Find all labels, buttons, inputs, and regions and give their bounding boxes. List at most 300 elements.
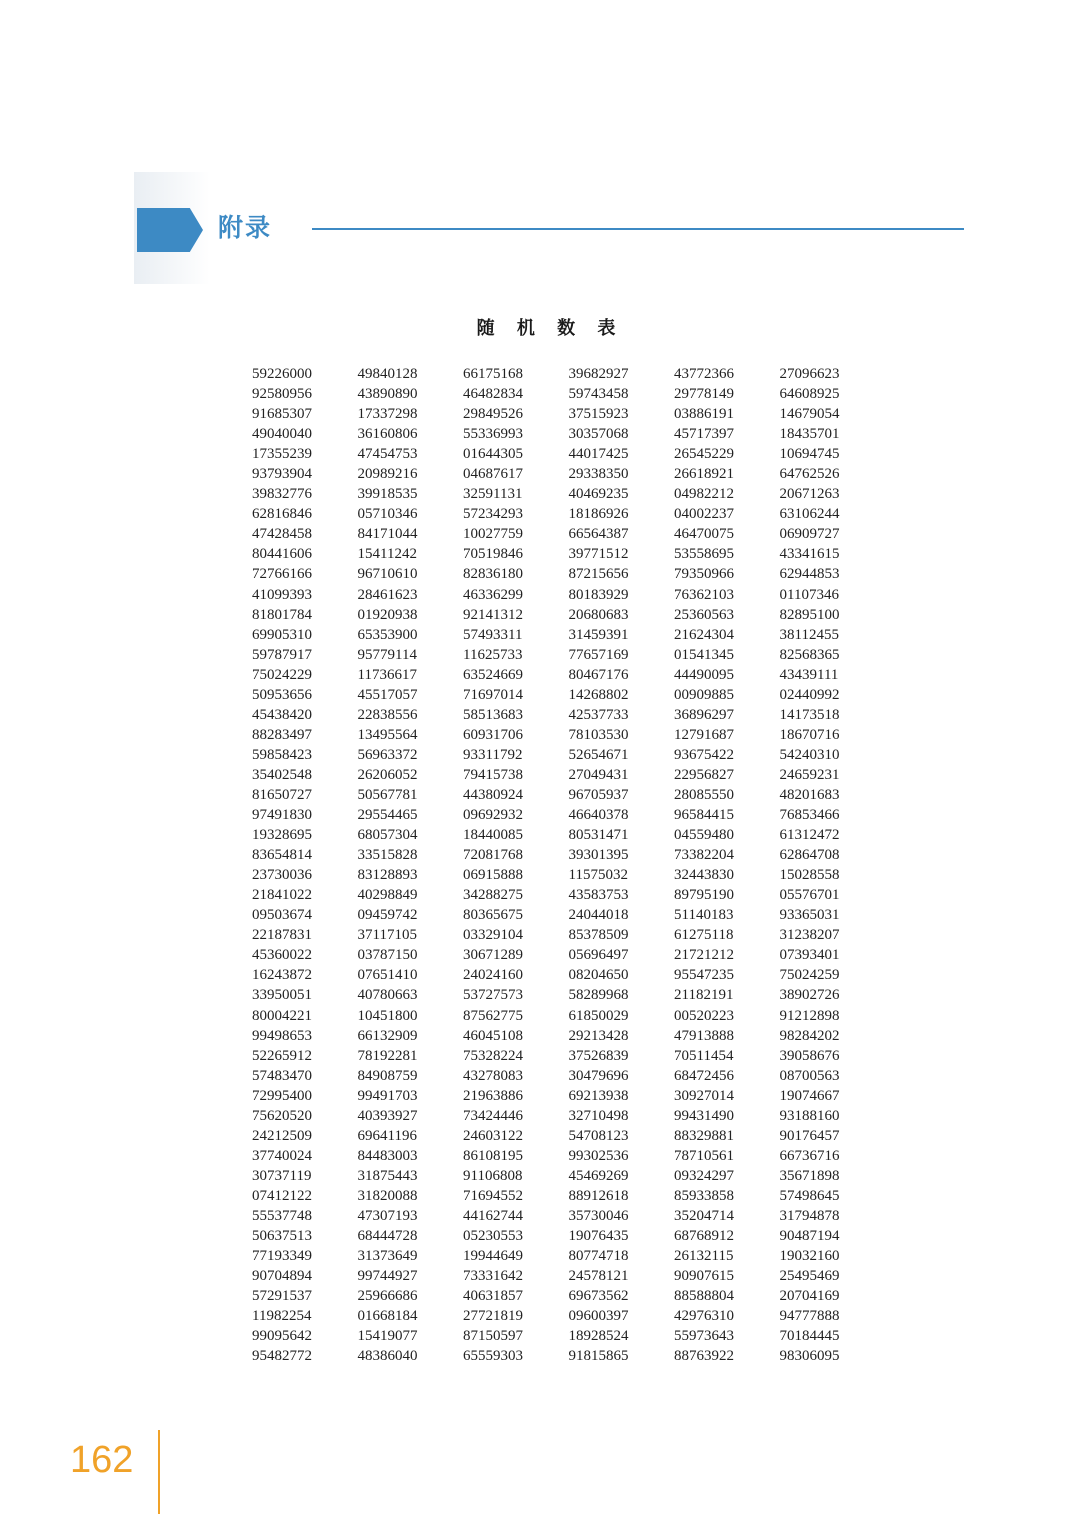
table-cell: 72081768: [463, 847, 523, 864]
table-cell: 40298849: [357, 887, 418, 904]
table-cell: 43341615: [779, 546, 840, 563]
table-cell: 93311792: [463, 746, 523, 763]
table-cell: 64762526: [779, 466, 840, 483]
table-cell: 21841022: [252, 887, 312, 904]
table-cell: 75620520: [252, 1107, 312, 1124]
table-cell: 58513683: [463, 706, 523, 723]
table-cell: 40393927: [357, 1107, 418, 1124]
table-cell: 90907615: [674, 1268, 734, 1285]
table-cell: 98284202: [779, 1027, 840, 1044]
table-cell: 40469235: [568, 486, 629, 503]
table-cell: 78103530: [568, 726, 629, 743]
table-row: [240, 585, 873, 605]
section-arrow-icon: [137, 208, 203, 252]
table-cell: 43278083: [463, 1067, 523, 1084]
table-cell: 39301395: [568, 847, 629, 864]
table-cell: 31238207: [779, 927, 840, 944]
table-cell: 75024229: [252, 666, 312, 683]
table-cell: 80774718: [568, 1248, 629, 1265]
table-cell: 01541345: [674, 646, 734, 663]
table-cell: 55973643: [674, 1328, 734, 1345]
table-cell: 36896297: [674, 706, 734, 723]
table-cell: 70184445: [779, 1328, 840, 1345]
table-row: [240, 885, 873, 905]
table-cell: 59743458: [568, 386, 629, 403]
table-cell: 01668184: [357, 1308, 418, 1325]
table-row: [240, 1286, 873, 1306]
table-cell: 37117105: [357, 927, 417, 944]
table-cell: 88329881: [674, 1127, 734, 1144]
table-cell: 61312472: [779, 827, 840, 844]
table-cell: 88763922: [674, 1348, 734, 1365]
table-row: [240, 444, 873, 464]
table-cell: 91815865: [568, 1348, 629, 1365]
table-cell: 81650727: [252, 786, 312, 803]
table-cell: 57291537: [252, 1288, 312, 1305]
table-cell: 96710610: [357, 566, 418, 583]
table-cell: 99431490: [674, 1107, 734, 1124]
table-row: [240, 1266, 873, 1286]
table-cell: 80441606: [252, 546, 312, 563]
table-cell: 16243872: [252, 967, 312, 984]
table-cell: 05230553: [463, 1228, 523, 1245]
table-row: [240, 1146, 873, 1166]
table-cell: 11982254: [252, 1308, 312, 1325]
table-cell: 11575032: [568, 867, 628, 884]
table-cell: 62864708: [779, 847, 840, 864]
table-cell: 61275118: [674, 927, 734, 944]
table-cell: 52654671: [568, 746, 629, 763]
table-cell: 82568365: [779, 646, 840, 663]
table-cell: 05710346: [357, 506, 418, 523]
table-cell: 22187831: [252, 927, 312, 944]
table-cell: 95547235: [674, 967, 734, 984]
table-cell: 30671289: [463, 947, 523, 964]
table-cell: 79350966: [674, 566, 734, 583]
table-cell: 00520223: [674, 1007, 734, 1024]
table-cell: 55336993: [463, 426, 523, 443]
table-row: [240, 745, 873, 765]
table-row: [240, 524, 873, 544]
table-cell: 57493311: [463, 626, 523, 643]
table-cell: 84483003: [357, 1147, 418, 1164]
table-cell: 49840128: [357, 366, 418, 382]
table-cell: 26545229: [674, 446, 734, 463]
table-cell: 93675422: [674, 746, 734, 763]
table-cell: 76853466: [779, 807, 840, 824]
table-cell: 92141312: [463, 606, 523, 623]
table-row: [240, 985, 873, 1005]
table-cell: 10027759: [463, 526, 523, 543]
table-cell: 71694552: [463, 1187, 523, 1204]
table-cell: 29213428: [568, 1027, 629, 1044]
table-row: [240, 1026, 873, 1046]
table-cell: 29338350: [568, 466, 629, 483]
table-cell: 99491703: [357, 1087, 418, 1104]
table-cell: 24044018: [568, 907, 629, 924]
table-cell: 78710561: [674, 1147, 734, 1164]
table-row: [240, 1206, 873, 1226]
table-cell: 01644305: [463, 446, 523, 463]
table-row: [240, 1186, 873, 1206]
table-cell: 66736716: [779, 1147, 840, 1164]
table-cell: 83128893: [357, 867, 418, 884]
table-cell: 76362103: [674, 586, 734, 603]
table-cell: 14173518: [779, 706, 840, 723]
table-cell: 56963372: [357, 746, 418, 763]
table-cell: 10451800: [357, 1007, 418, 1024]
table-row: [240, 424, 873, 444]
table-cell: 24212509: [252, 1127, 312, 1144]
table-cell: 47307193: [357, 1207, 418, 1224]
table-cell: 43890890: [357, 386, 418, 403]
table-cell: 58289968: [568, 987, 629, 1004]
table-row: [240, 605, 873, 625]
table-cell: 43439111: [779, 666, 839, 683]
table-row: [240, 1066, 873, 1086]
table-cell: 03787150: [357, 947, 418, 964]
table-cell: 31794878: [779, 1207, 840, 1224]
table-cell: 69905310: [252, 626, 312, 643]
table-cell: 68444728: [357, 1228, 418, 1245]
table-cell: 37526839: [568, 1047, 629, 1064]
table-cell: 32710498: [568, 1107, 629, 1124]
table-cell: 20680683: [568, 606, 629, 623]
table-cell: 19076435: [568, 1228, 629, 1245]
table-cell: 06915888: [463, 867, 523, 884]
table-cell: 53558695: [674, 546, 734, 563]
table-cell: 72766166: [252, 566, 312, 583]
table-row: [240, 564, 873, 584]
table-cell: 18440085: [463, 827, 523, 844]
table-cell: 21624304: [674, 626, 734, 643]
table-row: [240, 845, 873, 865]
table-cell: 77193349: [252, 1248, 312, 1265]
table-cell: 80531471: [568, 827, 629, 844]
table-cell: 72995400: [252, 1087, 312, 1104]
table-cell: 31373649: [357, 1248, 418, 1265]
table-cell: 05576701: [779, 887, 840, 904]
table-row: [240, 404, 873, 424]
table-cell: 30737119: [252, 1167, 312, 1184]
table-cell: 45438420: [252, 706, 312, 723]
page-number: 162: [70, 1439, 134, 1481]
table-cell: 02440992: [779, 686, 840, 703]
table-cell: 42537733: [568, 706, 629, 723]
table-cell: 65353900: [357, 626, 418, 643]
table-cell: 00909885: [674, 686, 734, 703]
table-cell: 07651410: [357, 967, 418, 984]
table-cell: 69673562: [568, 1288, 629, 1305]
table-row: [240, 484, 873, 504]
table-cell: 36160806: [357, 426, 418, 443]
table-cell: 03886191: [674, 406, 734, 423]
table-cell: 60931706: [463, 726, 523, 743]
table-cell: 45469269: [568, 1167, 629, 1184]
table-cell: 81801784: [252, 606, 312, 623]
table-cell: 75328224: [463, 1047, 523, 1064]
table-cell: 01107346: [779, 586, 839, 603]
table-row: [240, 1006, 873, 1026]
table-row: [240, 1306, 873, 1326]
table-cell: 80467176: [568, 666, 629, 683]
table-cell: 87150597: [463, 1328, 523, 1345]
table-cell: 23730036: [252, 867, 312, 884]
table-cell: 68472456: [674, 1067, 734, 1084]
table-cell: 49040040: [252, 426, 312, 443]
table-cell: 08700563: [779, 1067, 840, 1084]
table-cell: 45717397: [674, 426, 734, 443]
table-cell: 59787917: [252, 646, 312, 663]
table-cell: 25966686: [357, 1288, 418, 1305]
table-row: [240, 544, 873, 564]
table-cell: 31820088: [357, 1187, 418, 1204]
table-cell: 86108195: [463, 1147, 523, 1164]
table-cell: 09459742: [357, 907, 418, 924]
table-cell: 11625733: [463, 646, 523, 663]
table-cell: 35402548: [252, 766, 312, 783]
table-cell: 59858423: [252, 746, 312, 763]
table-cell: 90704894: [252, 1268, 312, 1285]
table-cell: 15028558: [779, 867, 840, 884]
table-cell: 66564387: [568, 526, 629, 543]
table-cell: 14679054: [779, 406, 840, 423]
table-cell: 57483470: [252, 1067, 312, 1084]
table-cell: 30357068: [568, 426, 629, 443]
table-row: [240, 625, 873, 645]
table-cell: 45360022: [252, 947, 312, 964]
table-cell: 46640378: [568, 807, 629, 824]
table-cell: 31459391: [568, 626, 629, 643]
table-cell: 63524669: [463, 666, 523, 683]
table-cell: 83654814: [252, 847, 312, 864]
table-cell: 27721819: [463, 1308, 523, 1325]
table-cell: 88588804: [674, 1288, 734, 1305]
table-row: [240, 1046, 873, 1066]
table-cell: 95482772: [252, 1348, 312, 1365]
table-row: [240, 865, 873, 885]
table-cell: 68768912: [674, 1228, 734, 1245]
table-cell: 54240310: [779, 746, 840, 763]
table-row: [240, 1346, 873, 1366]
table-cell: 79415738: [463, 766, 523, 783]
table-cell: 34288275: [463, 887, 523, 904]
table-cell: 66132909: [357, 1027, 418, 1044]
table-cell: 09503674: [252, 907, 312, 924]
section-title: 附录: [218, 213, 273, 242]
table-cell: 93793904: [252, 466, 312, 483]
table-cell: 14268802: [568, 686, 629, 703]
table-cell: 99095642: [252, 1328, 312, 1345]
table-cell: 06909727: [779, 526, 840, 543]
table-cell: 21963886: [463, 1087, 523, 1104]
table-cell: 51140183: [674, 907, 734, 924]
table-row: [240, 965, 873, 985]
table-cell: 43583753: [568, 887, 629, 904]
table-cell: 94777888: [779, 1308, 840, 1325]
table-row: [240, 705, 873, 725]
table-cell: 75024259: [779, 967, 840, 984]
table-row: [240, 765, 873, 785]
table-cell: 27096623: [779, 366, 840, 382]
table-cell: 80365675: [463, 907, 523, 924]
table-row: [240, 905, 873, 925]
table-cell: 82836180: [463, 566, 523, 583]
table-cell: 26132115: [674, 1248, 734, 1265]
table-cell: 24578121: [568, 1268, 629, 1285]
table-cell: 46470075: [674, 526, 734, 543]
table-cell: 20989216: [357, 466, 418, 483]
table-cell: 45517057: [357, 686, 418, 703]
table-cell: 73382204: [674, 847, 734, 864]
table-cell: 71697014: [463, 686, 523, 703]
table-cell: 29554465: [357, 807, 418, 824]
table-cell: 50637513: [252, 1228, 312, 1245]
table-cell: 29778149: [674, 386, 734, 403]
table-cell: 20671263: [779, 486, 840, 503]
table-cell: 30479696: [568, 1067, 629, 1084]
table-cell: 32591131: [463, 486, 523, 503]
table-cell: 40780663: [357, 987, 418, 1004]
table-cell: 99498653: [252, 1027, 312, 1044]
table-cell: 37740024: [252, 1147, 312, 1164]
table-cell: 91685307: [252, 406, 312, 423]
table-cell: 13495564: [357, 726, 418, 743]
table-cell: 01920938: [357, 606, 418, 623]
table-cell: 38902726: [779, 987, 840, 1004]
header-divider: [312, 228, 964, 230]
table-cell: 35671898: [779, 1167, 840, 1184]
table-cell: 62816846: [252, 506, 312, 523]
table-title: 随 机 数 表: [476, 318, 624, 339]
table-cell: 47428458: [252, 526, 312, 543]
table-cell: 24659231: [779, 766, 840, 783]
table-cell: 64608925: [779, 386, 840, 403]
table-cell: 48201683: [779, 786, 840, 803]
table-cell: 99744927: [357, 1268, 418, 1285]
table-cell: 19944649: [463, 1248, 523, 1265]
table-cell: 25360563: [674, 606, 734, 623]
table-cell: 07393401: [779, 947, 840, 964]
table-cell: 04982212: [674, 486, 734, 503]
table-row: [240, 805, 873, 825]
table-cell: 21721212: [674, 947, 734, 964]
table-row: [240, 825, 873, 845]
table-cell: 04687617: [463, 466, 523, 483]
table-row: [240, 504, 873, 524]
table-cell: 17337298: [357, 406, 418, 423]
table-cell: 27049431: [568, 766, 629, 783]
table-cell: 21182191: [674, 987, 734, 1004]
table-cell: 18928524: [568, 1328, 629, 1345]
table-cell: 15419077: [357, 1328, 418, 1345]
table-cell: 54708123: [568, 1127, 629, 1144]
page-number-divider: [158, 1430, 160, 1514]
table-cell: 15411242: [357, 546, 417, 563]
table-cell: 39058676: [779, 1047, 840, 1064]
table-cell: 19032160: [779, 1248, 840, 1265]
table-cell: 39771512: [568, 546, 629, 563]
table-cell: 57498645: [779, 1187, 840, 1204]
table-cell: 88912618: [568, 1187, 629, 1204]
table-cell: 09600397: [568, 1308, 629, 1325]
table-cell: 08204650: [568, 967, 629, 984]
table-cell: 91212898: [779, 1007, 840, 1024]
table-cell: 41099393: [252, 586, 312, 603]
table-cell: 85933858: [674, 1187, 734, 1204]
table-cell: 26206052: [357, 766, 418, 783]
table-cell: 73331642: [463, 1268, 523, 1285]
table-cell: 93365031: [779, 907, 840, 924]
table-cell: 69213938: [568, 1087, 629, 1104]
table-cell: 47913888: [674, 1027, 734, 1044]
table-cell: 46482834: [463, 386, 523, 403]
table-row: [240, 1226, 873, 1246]
table-cell: 65559303: [463, 1348, 523, 1365]
table-cell: 48386040: [357, 1348, 418, 1365]
table-cell: 24024160: [463, 967, 523, 984]
table-cell: 99302536: [568, 1147, 629, 1164]
table-cell: 39832776: [252, 486, 312, 503]
table-row: [240, 685, 873, 705]
table-cell: 85378509: [568, 927, 629, 944]
table-row: [240, 364, 873, 384]
table-cell: 68057304: [357, 827, 418, 844]
table-cell: 39918535: [357, 486, 418, 503]
random-number-table: [240, 364, 873, 1366]
table-cell: 19074667: [779, 1087, 840, 1104]
table-cell: 18435701: [779, 426, 840, 443]
table-row: [240, 1166, 873, 1186]
table-cell: 09324297: [674, 1167, 734, 1184]
table-cell: 88283497: [252, 726, 312, 743]
table-cell: 62944853: [779, 566, 840, 583]
table-cell: 73424446: [463, 1107, 523, 1124]
table-cell: 47454753: [357, 446, 418, 463]
table-cell: 11736617: [357, 666, 417, 683]
table-cell: 84171044: [357, 526, 418, 543]
table-cell: 90176457: [779, 1127, 840, 1144]
table-row: [240, 925, 873, 945]
table-cell: 18186926: [568, 506, 629, 523]
table-cell: 50953656: [252, 686, 312, 703]
table-row: [240, 665, 873, 685]
table-cell: 35204714: [674, 1207, 734, 1224]
table-cell: 46336299: [463, 586, 523, 603]
table-cell: 55537748: [252, 1207, 312, 1224]
table-cell: 92580956: [252, 386, 312, 403]
table-cell: 32443830: [674, 867, 734, 884]
table-cell: 87215656: [568, 566, 629, 583]
table-cell: 33950051: [252, 987, 312, 1004]
table-cell: 19328695: [252, 827, 312, 844]
table-row: [240, 464, 873, 484]
table-row: [240, 645, 873, 665]
table-cell: 53727573: [463, 987, 523, 1004]
table-cell: 84908759: [357, 1067, 418, 1084]
table-row: [240, 384, 873, 404]
table-cell: 20704169: [779, 1288, 840, 1305]
table-cell: 29849526: [463, 406, 523, 423]
table-cell: 87562775: [463, 1007, 523, 1024]
table-row: [240, 945, 873, 965]
table-cell: 93188160: [779, 1107, 840, 1124]
table-row: [240, 785, 873, 805]
table-row: [240, 1086, 873, 1106]
table-cell: 96705937: [568, 786, 629, 803]
table-cell: 43772366: [674, 366, 734, 382]
table-cell: 12791687: [674, 726, 734, 743]
